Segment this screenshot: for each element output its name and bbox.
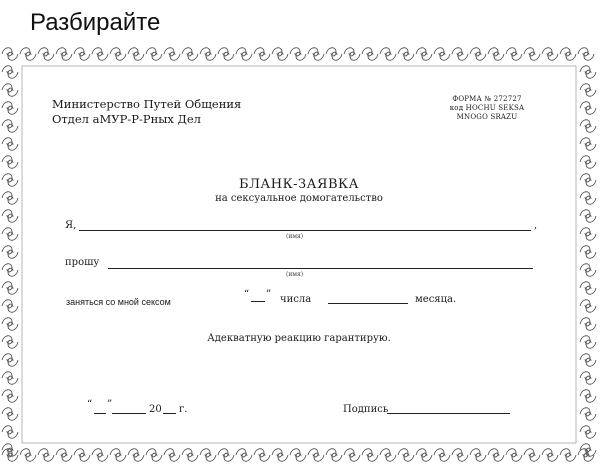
partner-name-hint: (имя) xyxy=(286,271,304,278)
month-input-line[interactable] xyxy=(328,303,408,304)
request-text: заняться со мной сексом xyxy=(66,297,171,307)
form-code-line: код HOCHU SEKSA xyxy=(449,104,525,112)
guarantee-text: Адекватную реакцию гарантирую. xyxy=(207,333,391,344)
form-number: ФОРМА № 272727 xyxy=(452,95,522,103)
day-close-quote: ” xyxy=(266,289,272,300)
date-close-quote: ” xyxy=(107,399,113,410)
form-code-line: MNOGO SRAZU xyxy=(456,113,518,121)
year-suffix: г. xyxy=(179,404,188,415)
day-open-quote: “ xyxy=(244,289,250,300)
row2-label: прошу xyxy=(65,257,100,268)
partner-name-input-line[interactable] xyxy=(108,268,533,269)
image-caption: Разбирайте xyxy=(30,9,161,36)
form-title: БЛАНК-ЗАЯВКА xyxy=(239,177,359,192)
signature-label: Подпись xyxy=(343,404,389,415)
ministry-name: Министерство Путей Общения xyxy=(52,97,242,111)
department-name: Отдел аМУР-Р-Рных Дел xyxy=(52,112,201,126)
form-subtitle: на сексуальное домогательство xyxy=(215,193,383,204)
day-label: числа xyxy=(280,294,312,305)
name-hint: (имя) xyxy=(286,233,304,240)
form-sheet xyxy=(0,44,598,465)
row1-comma: , xyxy=(534,220,538,231)
year-prefix: 20 xyxy=(149,404,162,415)
date-year-line[interactable] xyxy=(163,413,176,414)
date-day-line[interactable] xyxy=(94,413,106,414)
name-input-line[interactable] xyxy=(79,230,531,231)
day-input-line[interactable] xyxy=(251,301,265,302)
month-label: месяца. xyxy=(415,294,457,305)
date-month-line[interactable] xyxy=(112,413,146,414)
signature-line[interactable] xyxy=(387,413,510,414)
date-open-quote: “ xyxy=(87,399,93,410)
row1-label: Я, xyxy=(65,220,77,231)
